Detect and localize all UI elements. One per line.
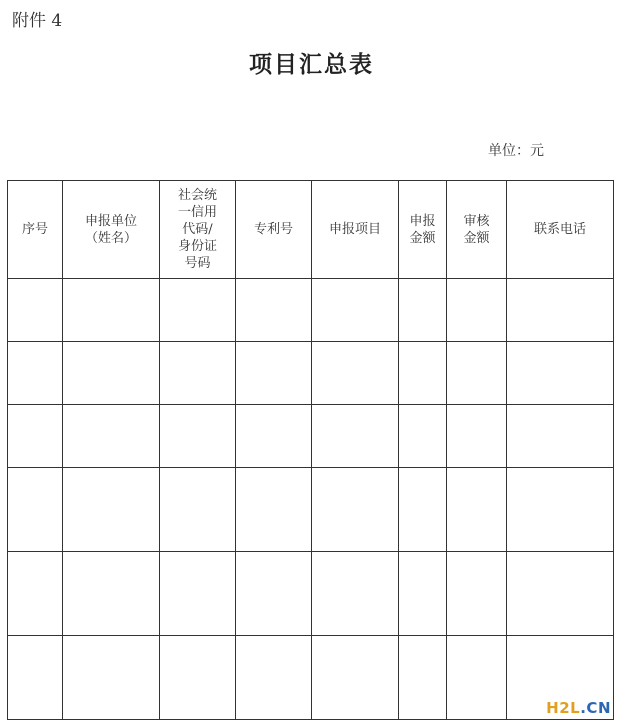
table-cell[interactable] [236, 405, 312, 468]
header-patent-number: 专利号 [236, 181, 312, 279]
table-cell[interactable] [236, 552, 312, 636]
table-cell[interactable] [399, 342, 447, 405]
table-cell[interactable] [63, 279, 160, 342]
table-cell[interactable] [447, 552, 507, 636]
table-cell[interactable] [447, 405, 507, 468]
header-phone: 联系电话 [507, 181, 614, 279]
table-cell[interactable] [447, 342, 507, 405]
table-cell[interactable] [236, 279, 312, 342]
site-watermark [546, 699, 611, 717]
table-cell[interactable] [236, 468, 312, 552]
header-declared-amount: 申报 金额 [399, 181, 447, 279]
table-cell[interactable] [8, 342, 63, 405]
header-applicant: 申报单位 （姓名） [63, 181, 160, 279]
table-row [8, 279, 614, 342]
table-cell[interactable] [399, 468, 447, 552]
table-cell[interactable] [63, 552, 160, 636]
table-cell[interactable] [160, 405, 236, 468]
table-cell[interactable] [160, 636, 236, 720]
table-cell[interactable] [63, 636, 160, 720]
table-cell[interactable] [236, 342, 312, 405]
table-cell[interactable] [507, 342, 614, 405]
table-cell[interactable] [399, 405, 447, 468]
header-approved-amount: 审核 金额 [447, 181, 507, 279]
table-cell[interactable] [160, 279, 236, 342]
table-cell[interactable] [312, 636, 399, 720]
table-cell[interactable] [8, 405, 63, 468]
table-cell[interactable] [399, 636, 447, 720]
table-row [8, 468, 614, 552]
table-cell[interactable] [312, 405, 399, 468]
table-cell[interactable] [447, 468, 507, 552]
table-header-row [8, 181, 614, 279]
header-project: 申报项目 [312, 181, 399, 279]
table-cell[interactable] [8, 279, 63, 342]
table-cell[interactable] [399, 279, 447, 342]
page-title: 项目汇总表 [249, 52, 374, 78]
table-row [8, 552, 614, 636]
watermark-part-a: H2L [546, 699, 581, 717]
table-cell[interactable] [8, 552, 63, 636]
table-cell[interactable] [160, 552, 236, 636]
table-cell[interactable] [447, 636, 507, 720]
table-cell[interactable] [507, 468, 614, 552]
header-credit-code: 社会统 一信用 代码/ 身份证 号码 [160, 181, 236, 279]
table-cell[interactable] [447, 279, 507, 342]
table-cell[interactable] [63, 342, 160, 405]
table-cell[interactable] [236, 636, 312, 720]
table-cell[interactable] [8, 468, 63, 552]
table-cell[interactable] [63, 468, 160, 552]
table-cell[interactable] [160, 342, 236, 405]
table-cell[interactable] [312, 279, 399, 342]
table-cell[interactable] [399, 552, 447, 636]
table-cell[interactable] [8, 636, 63, 720]
unit-label: 单位：元 [488, 143, 544, 159]
attachment-label: 附件 4 [12, 11, 63, 31]
summary-table [7, 180, 614, 720]
table-row [8, 405, 614, 468]
table-row [8, 342, 614, 405]
table-cell[interactable] [63, 405, 160, 468]
table-cell[interactable] [312, 552, 399, 636]
table-cell[interactable] [507, 405, 614, 468]
table-cell[interactable] [507, 552, 614, 636]
table-cell[interactable] [312, 468, 399, 552]
table-cell[interactable] [160, 468, 236, 552]
table-cell[interactable] [312, 342, 399, 405]
watermark-part-b: .CN [580, 699, 611, 717]
table-cell[interactable] [507, 279, 614, 342]
table-row [8, 636, 614, 720]
header-serial-number: 序号 [8, 181, 63, 279]
